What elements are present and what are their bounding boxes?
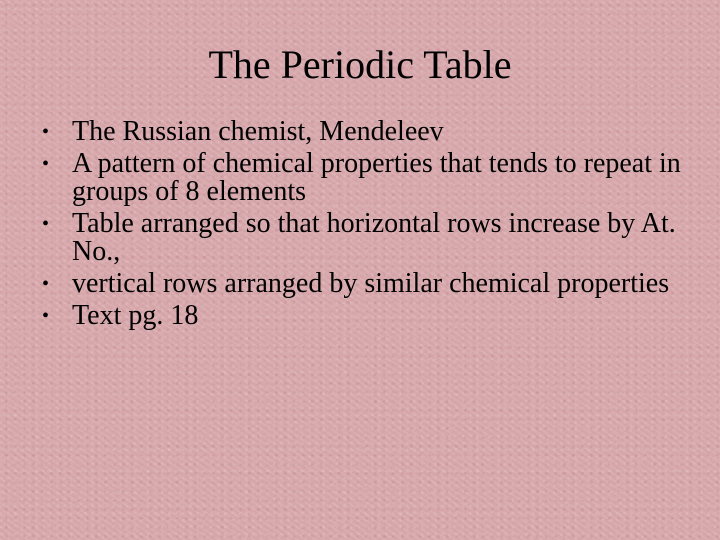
bullet-marker: • [42, 121, 50, 143]
bullet-text: The Russian chemist, Mendeleev [72, 116, 444, 147]
bullet-text: Text pg. 18 [72, 300, 199, 331]
bullet-item [42, 268, 682, 299]
bullet-text: Table arranged so that horizontal rows increase by At. No., [72, 208, 676, 267]
bullet-marker: • [42, 273, 50, 295]
bullet-list [0, 118, 720, 334]
bullet-marker: • [42, 153, 50, 175]
bullet-marker: • [42, 305, 50, 327]
bullet-text: A pattern of chemical properties that tends to repeat in groups of 8 elements [72, 148, 681, 207]
bullet-marker: • [42, 213, 50, 235]
bullet-text: vertical rows arranged by similar chemical properties [72, 268, 670, 299]
bullet-item [42, 148, 682, 207]
slide-title: The Periodic Table [208, 42, 512, 87]
bullet-item [42, 116, 682, 147]
bullet-item [42, 208, 682, 267]
bullet-item [42, 300, 682, 331]
